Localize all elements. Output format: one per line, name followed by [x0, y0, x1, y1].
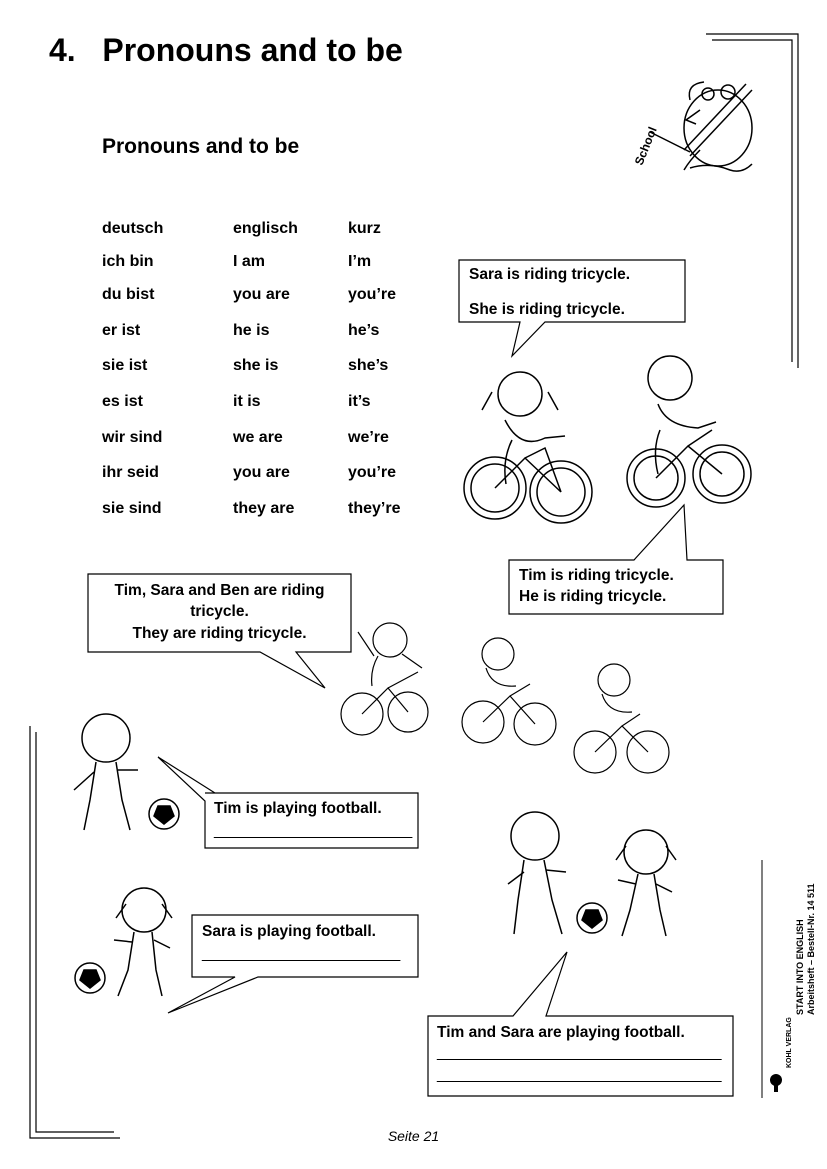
- bubble-tim-riding-line2: He is riding tricycle.: [519, 588, 667, 605]
- table-cell: you are: [233, 286, 290, 303]
- bubble-tim-riding-line1: Tim is riding tricycle.: [519, 567, 674, 584]
- table-cell: sie sind: [102, 500, 162, 517]
- boy-on-bike-illustration: [627, 356, 751, 507]
- bubble-group-riding-line2: tricycle.: [190, 603, 249, 620]
- series-title: START INTO ENGLISH: [795, 919, 805, 1015]
- table-cell: ich bin: [102, 253, 154, 270]
- table-cell: we are: [233, 429, 283, 446]
- answer-line[interactable]: _________________________________: [437, 1066, 722, 1083]
- corner-frame-bottom-left: [30, 726, 120, 1138]
- table-cell: es ist: [102, 393, 143, 410]
- table-cell: wir sind: [102, 429, 163, 446]
- table-cell: he’s: [348, 322, 380, 339]
- answer-line[interactable]: _________________________________: [437, 1044, 722, 1061]
- section-number: 4.: [49, 32, 76, 68]
- table-header: kurz: [348, 220, 381, 237]
- table-cell: we’re: [348, 429, 389, 446]
- page-number: Seite 21: [387, 1128, 440, 1144]
- boy-football-illustration: [74, 714, 179, 830]
- table-cell: er ist: [102, 322, 141, 339]
- table-cell: it is: [233, 393, 261, 410]
- table-cell: you’re: [348, 286, 397, 303]
- table-cell: you’re: [348, 464, 397, 481]
- publisher-logo-icon: [770, 1074, 782, 1092]
- section-title: Pronouns and to be: [102, 32, 403, 68]
- table-cell: it’s: [348, 393, 371, 410]
- table-cell: he is: [233, 322, 270, 339]
- worksheet-subtitle: Pronouns and to be: [102, 135, 300, 158]
- table-header: deutsch: [102, 220, 164, 237]
- table-cell: sie ist: [102, 357, 148, 374]
- publisher-name: KOHL VERLAG: [786, 1017, 793, 1068]
- answer-line[interactable]: _______________________: [214, 822, 413, 839]
- table-cell: du bist: [102, 286, 155, 303]
- table-cell: they are: [233, 500, 295, 517]
- bubble-sara-football-line1: Sara is playing football.: [202, 923, 376, 940]
- bubble-both-football-line1: Tim and Sara are playing football.: [437, 1024, 685, 1041]
- answer-line[interactable]: _______________________: [202, 945, 401, 962]
- page-title: [49, 32, 403, 69]
- order-number: Arbeitsheft – Bestell-Nr. 14 511: [806, 883, 816, 1015]
- table-cell: I’m: [348, 253, 372, 270]
- table-cell: I am: [233, 253, 266, 270]
- boy-waving-illustration: [341, 623, 428, 735]
- table-header: englisch: [233, 220, 298, 237]
- table-cell: they’re: [348, 500, 401, 517]
- table-cell: she’s: [348, 357, 389, 374]
- bubble-tim-football-line1: Tim is playing football.: [214, 800, 382, 817]
- bubble-group-riding-line3: They are riding tricycle.: [132, 625, 307, 642]
- mouse-illustration: [650, 82, 752, 171]
- corner-frame-top-right: [706, 34, 798, 368]
- table-cell: you are: [233, 464, 290, 481]
- girl-on-bike-illustration: [464, 372, 592, 523]
- girl-football-illustration: [75, 888, 172, 996]
- series-side-text: [795, 883, 817, 1015]
- kids-football-illustration: [508, 812, 676, 936]
- table-cell: she is: [233, 357, 279, 374]
- bubble-sara-riding-line2: She is riding tricycle.: [469, 301, 625, 318]
- table-cell: ihr seid: [102, 464, 159, 481]
- bubble-group-riding-line1: Tim, Sara and Ben are riding: [114, 582, 325, 599]
- mouse-sign-text: School: [631, 124, 660, 168]
- bubble-sara-riding-line1: Sara is riding tricycle.: [469, 266, 631, 283]
- small-kids-on-bikes-illustration: [462, 638, 669, 773]
